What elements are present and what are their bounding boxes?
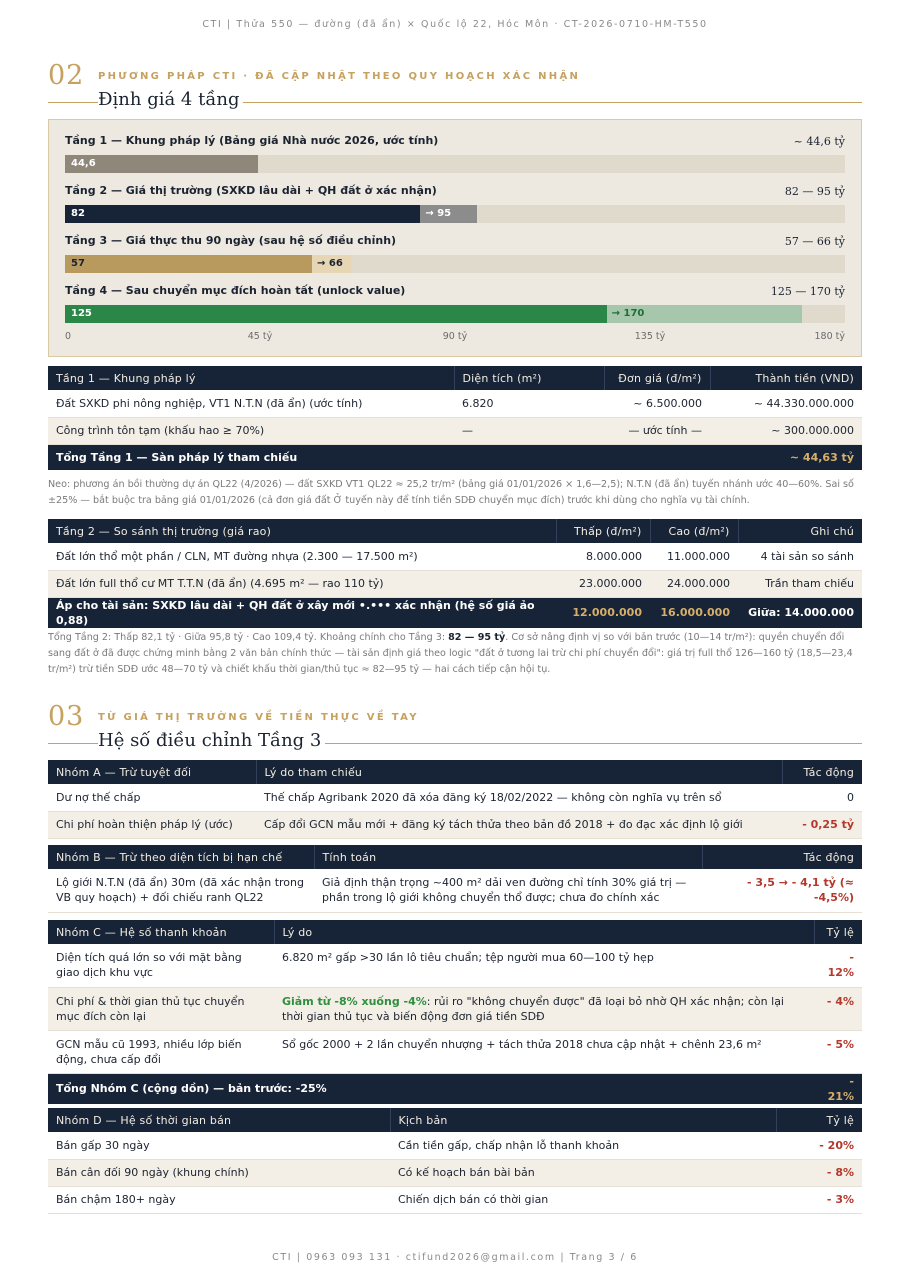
cell: Bán chậm 180+ ngày — [48, 1186, 390, 1213]
col-header: Diện tích (m²) — [454, 366, 604, 390]
col-header: Đơn giá (đ/m²) — [604, 366, 710, 390]
cell: - 5% — [814, 1030, 862, 1073]
cell: - 3,5 → - 4,1 tỷ (≈ -4,5%) — [702, 869, 862, 912]
tier-low-label: 57 — [71, 258, 85, 269]
col-header: Ghi chú — [738, 519, 862, 543]
col-header: Tác động — [782, 760, 862, 784]
table-row — [48, 1186, 862, 1213]
cell: 8.000.000 — [556, 543, 650, 570]
table-row — [48, 570, 862, 597]
cell: Đất lớn full thổ cư MT T.T.N (đã ẩn) (4.695 m² — rao 110 tỷ) — [48, 570, 556, 597]
cell: 6.820 m² gấp >30 lần lô tiêu chuẩn; tệp người mua 60—100 tỷ hẹp — [274, 944, 814, 987]
axis-tick-label: 0 — [65, 331, 72, 342]
cell: Lộ giới N.T.N (đã ẩn) 30m (đã xác nhận trong VB quy hoạch) + đối chiếu ranh QL22 — [48, 869, 314, 912]
total-row — [48, 444, 862, 470]
axis-tick-label: 135 tỷ — [634, 331, 666, 342]
tier-row — [65, 284, 845, 330]
cell: 0 — [782, 784, 862, 811]
cell: — — [454, 417, 604, 444]
group-c-table — [48, 920, 862, 1104]
col-header: Tỷ lệ — [776, 1108, 862, 1132]
tier-name: Tầng 4 — Sau chuyển mục đích hoàn tất (unlock value) — [65, 284, 406, 297]
page-footer: CTI | 0963 093 131 · ctifund2026@gmail.com | Trang 3 / 6 — [272, 1252, 638, 1263]
tier-row — [65, 234, 845, 280]
cell: Giả định thận trọng ~400 m² dải ven đường chỉ tính 30% giá trị — phần trong lộ giới không chuyển thổ được; chưa đo chính xác — [314, 869, 702, 912]
cell: Sổ gốc 2000 + 2 lần chuyển nhượng + tách thửa 2018 chưa cập nhật + chênh 23,6 m² — [274, 1030, 814, 1073]
section-number: 02 — [48, 60, 85, 91]
cell: Dư nợ thế chấp — [48, 784, 256, 811]
tier-low-label: 125 — [71, 308, 92, 319]
total-label: Áp cho tài sản: SXKD lâu dài + QH đất ở xây mới •.••• xác nhận (hệ số giá ảo 0,88) — [48, 597, 556, 628]
tier-track — [65, 255, 845, 273]
section-title: Định giá 4 tầng — [98, 89, 243, 110]
table-row — [48, 390, 862, 417]
total-value: - 21% — [814, 1073, 862, 1104]
cell: GCN mẫu cũ 1993, nhiều lớp biến động, chưa cấp đổi — [48, 1030, 274, 1073]
table-row — [48, 1159, 862, 1186]
col-header: Thành tiền (VND) — [710, 366, 862, 390]
cell: Có kế hoạch bán bài bản — [390, 1159, 776, 1186]
cell: ~ 300.000.000 — [710, 417, 862, 444]
col-header: Nhóm D — Hệ số thời gian bán — [48, 1108, 390, 1132]
tier-row — [65, 134, 845, 180]
cell: 11.000.000 — [650, 543, 738, 570]
col-header: Nhóm B — Trừ theo diện tích bị hạn chế — [48, 845, 314, 869]
cell-text: : rủi ro "không chuyển được" đã loại bỏ nhờ QH xác nhận; còn lại thời gian thủ tục và biến động đơn giá tiền SDĐ — [282, 994, 784, 1023]
cell: Diện tích quá lớn so với mặt bằng giao dịch khu vực — [48, 944, 274, 987]
total-label: Tổng Nhóm C (cộng dồn) — bản trước: -25% — [48, 1073, 814, 1104]
cell: - 20% — [776, 1132, 862, 1159]
section-number: 03 — [48, 701, 85, 732]
cell: — ước tính — — [604, 417, 710, 444]
tier-high-label: → 66 — [317, 258, 343, 269]
tier-track — [65, 205, 845, 223]
cell: Cần tiền gấp, chấp nhận lỗ thanh khoản — [390, 1132, 776, 1159]
section-kicker: PHƯƠNG PHÁP CTI · ĐÃ CẬP NHẬT THEO QUY HOẠCH XÁC NHẬN — [98, 71, 581, 82]
col-header: Kịch bản — [390, 1108, 776, 1132]
tier-high-label: → 95 — [425, 208, 452, 219]
cell: 4 tài sản so sánh — [738, 543, 862, 570]
table-row — [48, 987, 862, 1030]
tier-range-bar — [607, 305, 802, 323]
col-header: Tính toán — [314, 845, 702, 869]
cell: Đất SXKD phi nông nghiệp, VT1 N.T.N (đã ẩn) (ước tính) — [48, 390, 454, 417]
cell: Thế chấp Agribank 2020 đã xóa đăng ký 18/02/2022 — không còn nghĩa vụ trên sổ — [256, 784, 782, 811]
col-header: Tầng 1 — Khung pháp lý — [48, 366, 454, 390]
tier1-table — [48, 366, 862, 470]
tier-value: 82 — 95 tỷ — [784, 185, 845, 198]
group-d-table — [48, 1108, 862, 1214]
cell: 6.820 — [454, 390, 604, 417]
tier-bar — [65, 205, 420, 223]
cell — [274, 987, 814, 1030]
page-header: CTI | Thửa 550 — đường (đã ẩn) × Quốc lộ 22, Hóc Môn · CT-2026-0710-HM-T550 — [202, 19, 708, 30]
cell: Công trình tôn tạm (khấu hao ≥ 70%) — [48, 417, 454, 444]
total-value: ~ 44,63 tỷ — [710, 444, 862, 470]
section-kicker: TỪ GIÁ THỊ TRƯỜNG VỀ TIỀN THỰC VỀ TAY — [98, 712, 419, 723]
tier-bar — [65, 305, 607, 323]
note-text: Tổng Tầng 2: Thấp 82,1 tỷ · Giữa 95,8 tỷ · Cao 109,4 tỷ. Khoảng chính cho Tầng 3: — [48, 632, 449, 643]
tier-name: Tầng 3 — Giá thực thu 90 ngày (sau hệ số điều chỉnh) — [65, 234, 397, 247]
table-row — [48, 1030, 862, 1073]
cell: - 3% — [776, 1186, 862, 1213]
cell: Cấp đổi GCN mẫu mới + đăng ký tách thửa theo bản đồ 2018 + đo đạc xác định lộ giới — [256, 811, 782, 838]
col-header: Nhóm A — Trừ tuyệt đối — [48, 760, 256, 784]
chart-x-axis — [65, 331, 845, 345]
axis-tick-label: 90 tỷ — [442, 331, 468, 342]
table-row — [48, 417, 862, 444]
col-header: Tỷ lệ — [814, 920, 862, 944]
tier-value: 57 — 66 tỷ — [784, 235, 845, 248]
col-header: Lý do tham chiếu — [256, 760, 782, 784]
cell: Bán gấp 30 ngày — [48, 1132, 390, 1159]
tier-low-label: 44,6 — [71, 158, 96, 169]
tier-bar — [65, 255, 312, 273]
table-row — [48, 543, 862, 570]
table-row — [48, 1132, 862, 1159]
tier-track — [65, 155, 845, 173]
total-mid: Giữa: 14.000.000 — [738, 597, 862, 628]
tier-range-bar — [420, 205, 476, 223]
total-high: 16.000.000 — [650, 597, 738, 628]
tier-name: Tầng 2 — Giá thị trường (SXKD lâu dài + QH đất ở xác nhận) — [65, 184, 437, 197]
col-header: Nhóm C — Hệ số thanh khoản — [48, 920, 274, 944]
axis-tick-label: 45 tỷ — [247, 331, 273, 342]
tier-range-bar — [312, 255, 351, 273]
table2-note — [48, 630, 862, 678]
tier-value: 125 — 170 tỷ — [770, 285, 845, 298]
highlight-text: Giảm từ -8% xuống -4% — [282, 994, 427, 1008]
cell: Trần tham chiếu — [738, 570, 862, 597]
tier-value: ~ 44,6 tỷ — [793, 135, 845, 148]
cell: Chi phí & thời gian thủ tục chuyển mục đích còn lại — [48, 987, 274, 1030]
group-a-table — [48, 760, 862, 839]
tier-low-label: 82 — [71, 208, 85, 219]
cell: - 0,25 tỷ — [782, 811, 862, 838]
section-02-header — [48, 60, 862, 116]
tier-chart — [48, 119, 862, 357]
section-title: Hệ số điều chỉnh Tầng 3 — [98, 730, 325, 751]
col-header: Tác động — [702, 845, 862, 869]
table-row — [48, 944, 862, 987]
cell: Chiến dịch bán có thời gian — [390, 1186, 776, 1213]
tier-high-label: → 170 — [611, 308, 645, 319]
group-b-table — [48, 845, 862, 913]
cell: Chi phí hoàn thiện pháp lý (ước) — [48, 811, 256, 838]
note-text: . Cơ sở nâng định vị so với bản trước (10—14 tr/m²): quyền chuyển đổi sang đất ở đã được chứng minh bằng 2 văn bản chính thức — tài sản định giá theo logic "đất ở tương lai trừ chi phí chuyển đổi": giá trị full thổ 126—160 tỷ (18,5—23,4 tr/m²) trừ tiền SDĐ ước 48—70 tỷ và chiết khấu thời gian/thủ tục ≈ 82—95 tỷ — hai cách tiếp cận hội tụ. — [48, 632, 853, 675]
total-row — [48, 597, 862, 628]
col-header: Lý do — [274, 920, 814, 944]
cell: 23.000.000 — [556, 570, 650, 597]
col-header: Cao (đ/m²) — [650, 519, 738, 543]
cell: - 12% — [814, 944, 862, 987]
cell: Đất lớn thổ một phần / CLN, MT đường nhựa (2.300 — 17.500 m²) — [48, 543, 556, 570]
tier-track — [65, 305, 845, 323]
total-label: Tổng Tầng 1 — Sàn pháp lý tham chiếu — [48, 444, 710, 470]
cell: ~ 44.330.000.000 — [710, 390, 862, 417]
col-header: Tầng 2 — So sánh thị trường (giá rao) — [48, 519, 556, 543]
cell: 24.000.000 — [650, 570, 738, 597]
table-row — [48, 811, 862, 838]
col-header: Thấp (đ/m²) — [556, 519, 650, 543]
total-low: 12.000.000 — [556, 597, 650, 628]
table1-note: Neo: phương án bồi thường dự án QL22 (4/2026) — đất SXKD VT1 QL22 ≈ 25,2 tr/m² (bảng giá 01/01/2026 × 1,6—2,5); N.T.N (đã ẩn) tuyến nhánh ước 40—60%. Sai số ±25% — bắt buộc tra bảng giá 01/01/2026 (cả đơn giá đất Ở tuyến này để tính tiền SDĐ chuyển mục đích) trước khi dùng cho nghĩa vụ tài chính. — [48, 479, 854, 506]
cell: Bán cân đối 90 ngày (khung chính) — [48, 1159, 390, 1186]
tier-bar — [65, 155, 258, 173]
table-row — [48, 869, 862, 912]
note-highlight: 82 — 95 tỷ — [448, 632, 506, 643]
cell: ~ 6.500.000 — [604, 390, 710, 417]
cell: - 4% — [814, 987, 862, 1030]
total-row — [48, 1073, 862, 1104]
cell: - 8% — [776, 1159, 862, 1186]
section-03-header — [48, 701, 862, 757]
tier-row — [65, 184, 845, 230]
table-row — [48, 784, 862, 811]
axis-tick-label: 180 tỷ — [814, 331, 845, 342]
tier-name: Tầng 1 — Khung pháp lý (Bảng giá Nhà nước 2026, ước tính) — [65, 134, 439, 147]
tier2-table — [48, 519, 862, 628]
